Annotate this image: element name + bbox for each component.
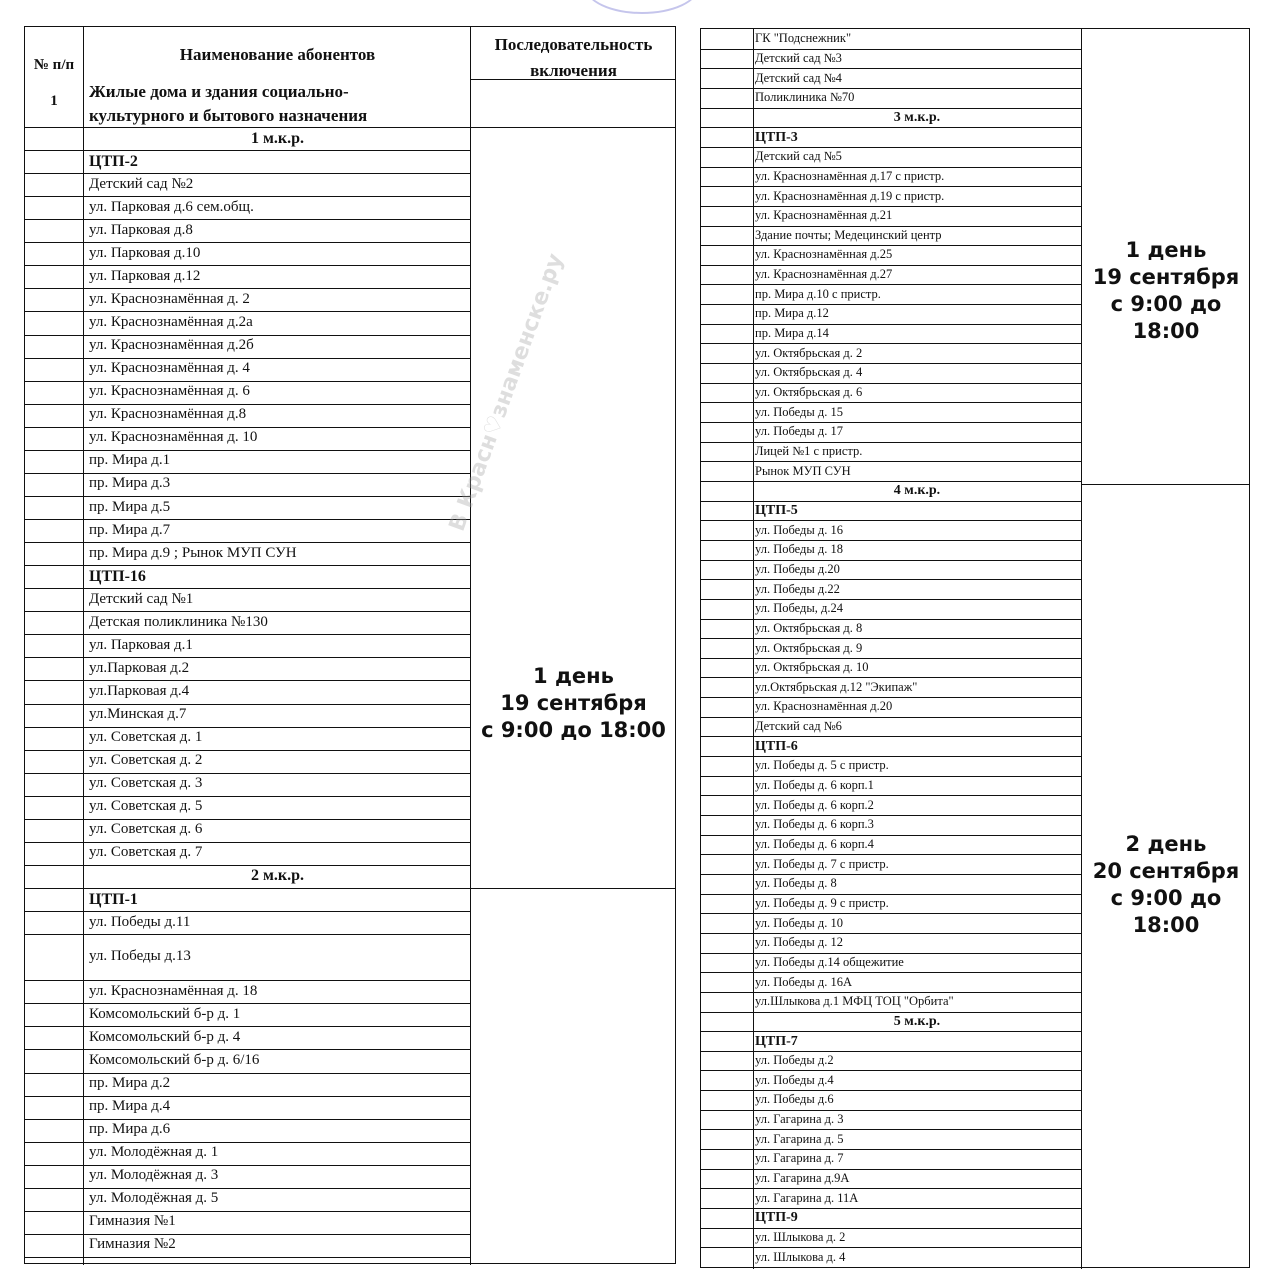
row-line — [25, 1257, 470, 1258]
subscriber-row: ул. Октябрьская д. 2 — [755, 345, 863, 360]
row-line — [25, 288, 470, 289]
row-line — [701, 1247, 1081, 1248]
row-line — [701, 1169, 1081, 1170]
row-line — [701, 1149, 1081, 1150]
subscriber-row: ул. Гагарина д.9А — [755, 1171, 850, 1186]
section-heading: 4 м.к.р. — [893, 483, 941, 499]
row-line — [25, 242, 470, 243]
row-line — [701, 1031, 1081, 1032]
schedule-time: с 9:00 до 18:00 — [481, 718, 666, 742]
subscriber-row: ул. Краснознамённая д.19 с пристр. — [755, 188, 945, 203]
row-line — [701, 1110, 1081, 1111]
row-line — [701, 874, 1081, 875]
subscriber-row: пр. Мира д.4 — [89, 1098, 171, 1115]
schedule-right-top — [1081, 237, 1251, 345]
subscriber-row: ул. Шлыкова д. 2 — [755, 1230, 846, 1245]
row-line — [25, 934, 470, 935]
section-heading: 2 м.к.р. — [250, 867, 304, 885]
row-line — [701, 795, 1081, 796]
row-line — [25, 473, 470, 474]
subscriber-row: ул. Победы д.20 — [755, 561, 840, 576]
schedule-divider — [1081, 484, 1249, 485]
row-line — [701, 1051, 1081, 1052]
substation-heading: ЦТП-16 — [89, 567, 146, 585]
subscriber-row: ул. Советская д. 7 — [89, 844, 203, 861]
subscriber-row: ул. Победы д.22 — [755, 581, 840, 596]
row-line — [25, 173, 470, 174]
header-sequence-1: Последовательность — [494, 35, 653, 54]
row-line — [25, 1119, 470, 1120]
row-line — [701, 835, 1081, 836]
row-line — [701, 933, 1081, 934]
schedule-date: 19 сентября — [1092, 265, 1240, 289]
row-line — [701, 776, 1081, 777]
subscriber-row: ул.Минская д.7 — [89, 706, 187, 723]
row-line — [470, 79, 675, 80]
subscriber-row: ГК "Подснежник" — [755, 31, 852, 46]
row-line — [701, 992, 1081, 993]
col-divider — [83, 27, 84, 1265]
row-line — [701, 402, 1081, 403]
row-line — [25, 496, 470, 497]
row-line — [701, 677, 1081, 678]
substation-heading: ЦТП-2 — [89, 152, 138, 170]
row-line — [25, 634, 470, 635]
row-line — [25, 727, 470, 728]
row-line — [25, 1165, 470, 1166]
row-line — [25, 519, 470, 520]
row-line — [701, 854, 1081, 855]
schedule-day: 1 день — [533, 664, 614, 688]
subscriber-row: ул.Шлыкова д.1 МФЦ ТОЦ "Орбита" — [755, 994, 954, 1009]
row-line — [701, 1188, 1081, 1189]
subscriber-row: ул. Молодёжная д. 1 — [89, 1144, 219, 1161]
row-line — [25, 611, 470, 612]
subscriber-row: ул. Краснознамённая д.2а — [89, 314, 253, 331]
row-line — [701, 1129, 1081, 1130]
substation-heading: ЦТП-1 — [89, 890, 138, 908]
section-heading: 1 м.к.р. — [250, 129, 304, 147]
row-line — [25, 842, 470, 843]
subscriber-row: пр. Мира д.5 — [89, 498, 171, 515]
row-line — [701, 756, 1081, 757]
row-line — [701, 1090, 1081, 1091]
right-table — [700, 28, 1250, 1268]
row-line — [701, 88, 1081, 89]
row-line — [701, 265, 1081, 266]
row-line — [25, 450, 470, 451]
row-line — [701, 894, 1081, 895]
subscriber-row: Детский сад №6 — [755, 719, 842, 734]
subscriber-row: ул. Краснознамённая д. 18 — [89, 982, 258, 999]
row-line — [25, 657, 470, 658]
subscriber-row: ул. Советская д. 3 — [89, 775, 203, 792]
subscriber-row: ул. Победы д. 18 — [755, 542, 844, 557]
subscriber-row: пр. Мира д.1 — [89, 452, 171, 469]
subscriber-row: ул. Парковая д.8 — [89, 221, 193, 238]
schedule-day: 2 день — [1125, 832, 1207, 856]
row-line — [701, 913, 1081, 914]
row-line — [701, 245, 1081, 246]
subscriber-row: ул. Победы д.4 — [755, 1072, 834, 1087]
row-line — [701, 736, 1081, 737]
row-line — [25, 1026, 470, 1027]
row-line — [701, 1228, 1081, 1229]
subscriber-row: ул. Победы д.6 — [755, 1092, 834, 1107]
subscriber-row: ул. Советская д. 2 — [89, 752, 203, 769]
subscriber-row: ул. Советская д. 6 — [89, 821, 203, 838]
subscriber-row: ул. Октябрьская д. 4 — [755, 365, 863, 380]
subscriber-row: ул. Краснознамённая д. 2 — [89, 290, 250, 307]
row-line — [25, 1003, 470, 1004]
substation-heading: ЦТП-3 — [755, 129, 798, 145]
subscriber-row: ул. Парковая д.10 — [89, 244, 201, 261]
subscriber-row: ул. Октябрьская д. 10 — [755, 660, 869, 675]
subscriber-row: ул. Октябрьская д. 8 — [755, 620, 863, 635]
row-line — [701, 324, 1081, 325]
subscriber-row: ул.Парковая д.2 — [89, 659, 190, 676]
row-line — [701, 49, 1081, 50]
subscriber-row: ул. Победы д. 6 корп.4 — [755, 837, 874, 851]
row-line — [701, 619, 1081, 620]
row-line — [701, 422, 1081, 423]
subscriber-row: ул. Парковая д.12 — [89, 267, 201, 284]
subscriber-row: ул. Краснознамённая д.27 — [755, 267, 893, 282]
subscriber-row: Комсомольский б-р д. 4 — [89, 1028, 241, 1045]
row-line — [701, 697, 1081, 698]
row-line — [25, 265, 470, 266]
row-line — [25, 150, 470, 151]
subscriber-row: пр. Мира д.3 — [89, 475, 171, 492]
subscriber-row: ул. Победы д. 7 с пристр. — [755, 856, 889, 871]
row-line — [701, 127, 1081, 128]
row-line — [701, 599, 1081, 600]
schedule-right-bottom — [1081, 831, 1251, 939]
row-line — [701, 167, 1081, 168]
substation-heading: ЦТП-6 — [755, 738, 798, 754]
subscriber-row: ул. Советская д. 1 — [89, 729, 203, 746]
row-line — [25, 911, 470, 912]
header-sequence-2: включения — [530, 61, 617, 80]
subscriber-row: ул. Краснознамённая д. 10 — [89, 429, 258, 446]
subscriber-row: ул. Гагарина д. 3 — [755, 1112, 844, 1127]
subscriber-row: ул. Краснознамённая д. 6 — [89, 383, 250, 400]
section-title-1: Жилые дома и здания социально- — [89, 82, 349, 101]
row-line — [701, 520, 1081, 521]
row-line — [701, 226, 1081, 227]
row-line — [25, 1096, 470, 1097]
header-num: № п/п — [33, 57, 75, 73]
row-line — [25, 704, 470, 705]
row-line — [701, 972, 1081, 973]
row-line — [701, 658, 1081, 659]
row-line — [25, 335, 470, 336]
subscriber-row: ул.Парковая д.4 — [89, 683, 190, 699]
subscriber-row: ул. Победы д.2 — [755, 1053, 834, 1068]
row-line — [25, 358, 470, 359]
subscriber-row: пр. Мира д.6 — [89, 1121, 171, 1138]
row-line — [25, 1142, 470, 1143]
row-line — [701, 68, 1081, 69]
row-line — [701, 1070, 1081, 1071]
subscriber-row: ул. Гагарина д. 5 — [755, 1131, 844, 1146]
row-line — [701, 579, 1081, 580]
row-line — [25, 888, 675, 889]
row-line — [701, 383, 1081, 384]
section-heading: 5 м.к.р. — [893, 1013, 941, 1029]
subscriber-row: ул. Краснознамённая д.17 с пристр. — [755, 168, 945, 183]
schedule-left — [472, 663, 675, 744]
subscriber-row: ул. Победы д.14 общежитие — [755, 954, 904, 969]
subscriber-row: Гимназия №1 — [89, 1213, 176, 1230]
subscriber-row: ул. Советская д. 5 — [89, 798, 203, 815]
row-line — [25, 404, 470, 405]
subscriber-row: ул.Октябрьская д.12 "Экипаж" — [755, 679, 918, 694]
subscriber-row: ул. Победы д. 16А — [755, 974, 853, 989]
subscriber-row: ул. Парковая д.6 сем.общ. — [89, 198, 254, 215]
subscriber-row: Гимназия №2 — [89, 1236, 176, 1253]
subscriber-row: ул. Победы д. 10 — [755, 915, 844, 930]
row-line — [701, 147, 1081, 148]
subscriber-row: Детский сад №5 — [755, 149, 842, 164]
subscriber-row: Детский сад №1 — [89, 590, 194, 607]
section-title-2: культурного и бытового назначения — [89, 106, 368, 125]
row-line — [25, 196, 470, 197]
subscriber-row: Поликлиника №70 — [755, 90, 855, 105]
subscriber-row: ул. Краснознамённая д. 4 — [89, 360, 250, 377]
subscriber-row: ул. Молодёжная д. 5 — [89, 1190, 219, 1207]
subscriber-row: Здание почты; Медецинский центр — [755, 227, 942, 242]
row-line — [701, 717, 1081, 718]
subscriber-row: пр. Мира д.9 ; Рынок МУП СУН — [89, 544, 297, 561]
row-line — [701, 815, 1081, 816]
row-line — [701, 953, 1081, 954]
row-line — [25, 1188, 470, 1189]
subscriber-row: ул. Победы д.11 — [89, 913, 191, 930]
subscriber-row: Детская поликлиника №130 — [89, 613, 268, 630]
row-line — [25, 819, 470, 820]
schedule-date: 20 сентября — [1092, 859, 1240, 883]
subscriber-row: пр. Мира д.10 с пристр. — [755, 286, 881, 301]
subscriber-row: ул. Гагарина д. 11А — [755, 1190, 859, 1205]
subscriber-row: пр. Мира д.12 — [755, 306, 829, 321]
subscriber-row: ул. Победы д.13 — [89, 948, 191, 965]
subscriber-row: пр. Мира д.2 — [89, 1075, 171, 1092]
subscriber-row: ул. Победы д. 12 — [755, 935, 844, 950]
subscriber-row: Детский сад №2 — [89, 175, 194, 192]
subscriber-row: ул. Краснознамённая д.8 — [89, 406, 247, 423]
row-line — [25, 1234, 470, 1235]
row-line — [25, 1073, 470, 1074]
row-line — [25, 680, 470, 681]
subscriber-row: ул. Победы д. 9 с пристр. — [755, 895, 889, 910]
subscriber-row: ул. Победы д. 6 корп.3 — [755, 817, 874, 832]
subscriber-row: ул. Победы д. 6 корп.1 — [755, 778, 874, 793]
subscriber-row: ул. Краснознамённая д.25 — [755, 247, 893, 262]
subscriber-row: Детский сад №4 — [755, 70, 842, 85]
schedule-time: с 9:00 до 18:00 — [1110, 886, 1222, 937]
col-divider — [1081, 29, 1082, 1269]
subscriber-row: ул. Победы д. 16 — [755, 522, 844, 537]
subscriber-row: ул. Победы д. 17 — [755, 424, 844, 439]
subscriber-row: ул. Гагарина д. 7 — [755, 1151, 844, 1166]
subscriber-row: ул. Победы д. 15 — [755, 404, 844, 419]
substation-heading: ЦТП-7 — [755, 1033, 798, 1049]
subscriber-row: пр. Мира д.7 — [89, 521, 171, 538]
subscriber-row: ул. Краснознамённая д.2б — [89, 337, 254, 354]
row-line — [701, 363, 1081, 364]
subscriber-row: Детский сад №3 — [755, 50, 842, 65]
row-line — [701, 638, 1081, 639]
subscriber-row: ул. Октябрьская д. 9 — [755, 640, 863, 655]
row-line — [701, 1012, 1081, 1013]
row-line — [701, 540, 1081, 541]
left-table — [24, 26, 676, 1264]
subscriber-row: ул. Победы, д.24 — [755, 601, 844, 616]
subscriber-row: пр. Мира д.14 — [755, 326, 829, 341]
row-line — [701, 1208, 1081, 1209]
row-line — [701, 108, 1081, 109]
row-line — [701, 442, 1081, 443]
stamp-fragment — [585, 0, 699, 14]
row-line — [701, 560, 1081, 561]
row-line — [25, 1049, 470, 1050]
row-line — [25, 311, 470, 312]
section-heading: 3 м.к.р. — [893, 109, 941, 125]
subscriber-row: Комсомольский б-р д. 1 — [89, 1005, 241, 1022]
row-line — [701, 343, 1081, 344]
subscriber-row: ул. Краснознамённая д.20 — [755, 699, 893, 714]
row-line — [25, 127, 675, 128]
row-line — [25, 750, 470, 751]
row-line — [701, 481, 1081, 482]
row-line — [25, 980, 470, 981]
subscriber-row: ул. Победы д. 8 — [755, 876, 837, 891]
row-line — [25, 773, 470, 774]
col-divider — [753, 29, 754, 1269]
row-line — [701, 304, 1081, 305]
substation-heading: ЦТП-9 — [755, 1210, 798, 1226]
row-line — [25, 1211, 470, 1212]
schedule-date: 19 сентября — [500, 691, 647, 715]
substation-heading: ЦТП-5 — [755, 502, 798, 518]
row-line — [25, 219, 470, 220]
row-line — [25, 542, 470, 543]
row-line — [701, 284, 1081, 285]
subscriber-row: ул. Парковая д.1 — [89, 636, 193, 653]
subscriber-row: ул. Октябрьская д. 6 — [755, 385, 863, 400]
schedule-time: с 9:00 до 18:00 — [1110, 292, 1222, 343]
row-line — [701, 501, 1081, 502]
subscriber-row: ул. Молодёжная д. 3 — [89, 1167, 219, 1184]
header-name: Наименование абонентов — [179, 45, 376, 64]
row-line — [25, 588, 470, 589]
subscriber-row: Рынок МУП СУН — [755, 463, 851, 478]
row-line — [25, 796, 470, 797]
subscriber-row: ул. Победы д. 5 с пристр. — [755, 758, 889, 773]
section-number: 1 — [50, 93, 58, 109]
row-line — [25, 381, 470, 382]
row-line — [25, 865, 470, 866]
row-line — [25, 427, 470, 428]
row-line — [701, 206, 1081, 207]
watermark: В Красн♡знаменске.ру — [444, 250, 569, 535]
subscriber-row: ул. Шлыкова д. 4 — [755, 1249, 846, 1264]
subscriber-row: Лицей №1 с пристр. — [755, 443, 863, 458]
schedule-day: 1 день — [1125, 238, 1207, 262]
row-line — [25, 565, 470, 566]
row-line — [701, 186, 1081, 187]
subscriber-row: ул. Краснознамённая д.21 — [755, 208, 893, 223]
subscriber-row: ул. Победы д. 6 корп.2 — [755, 797, 874, 812]
subscriber-row: Комсомольский б-р д. 6/16 — [89, 1051, 260, 1068]
row-line — [701, 461, 1081, 462]
